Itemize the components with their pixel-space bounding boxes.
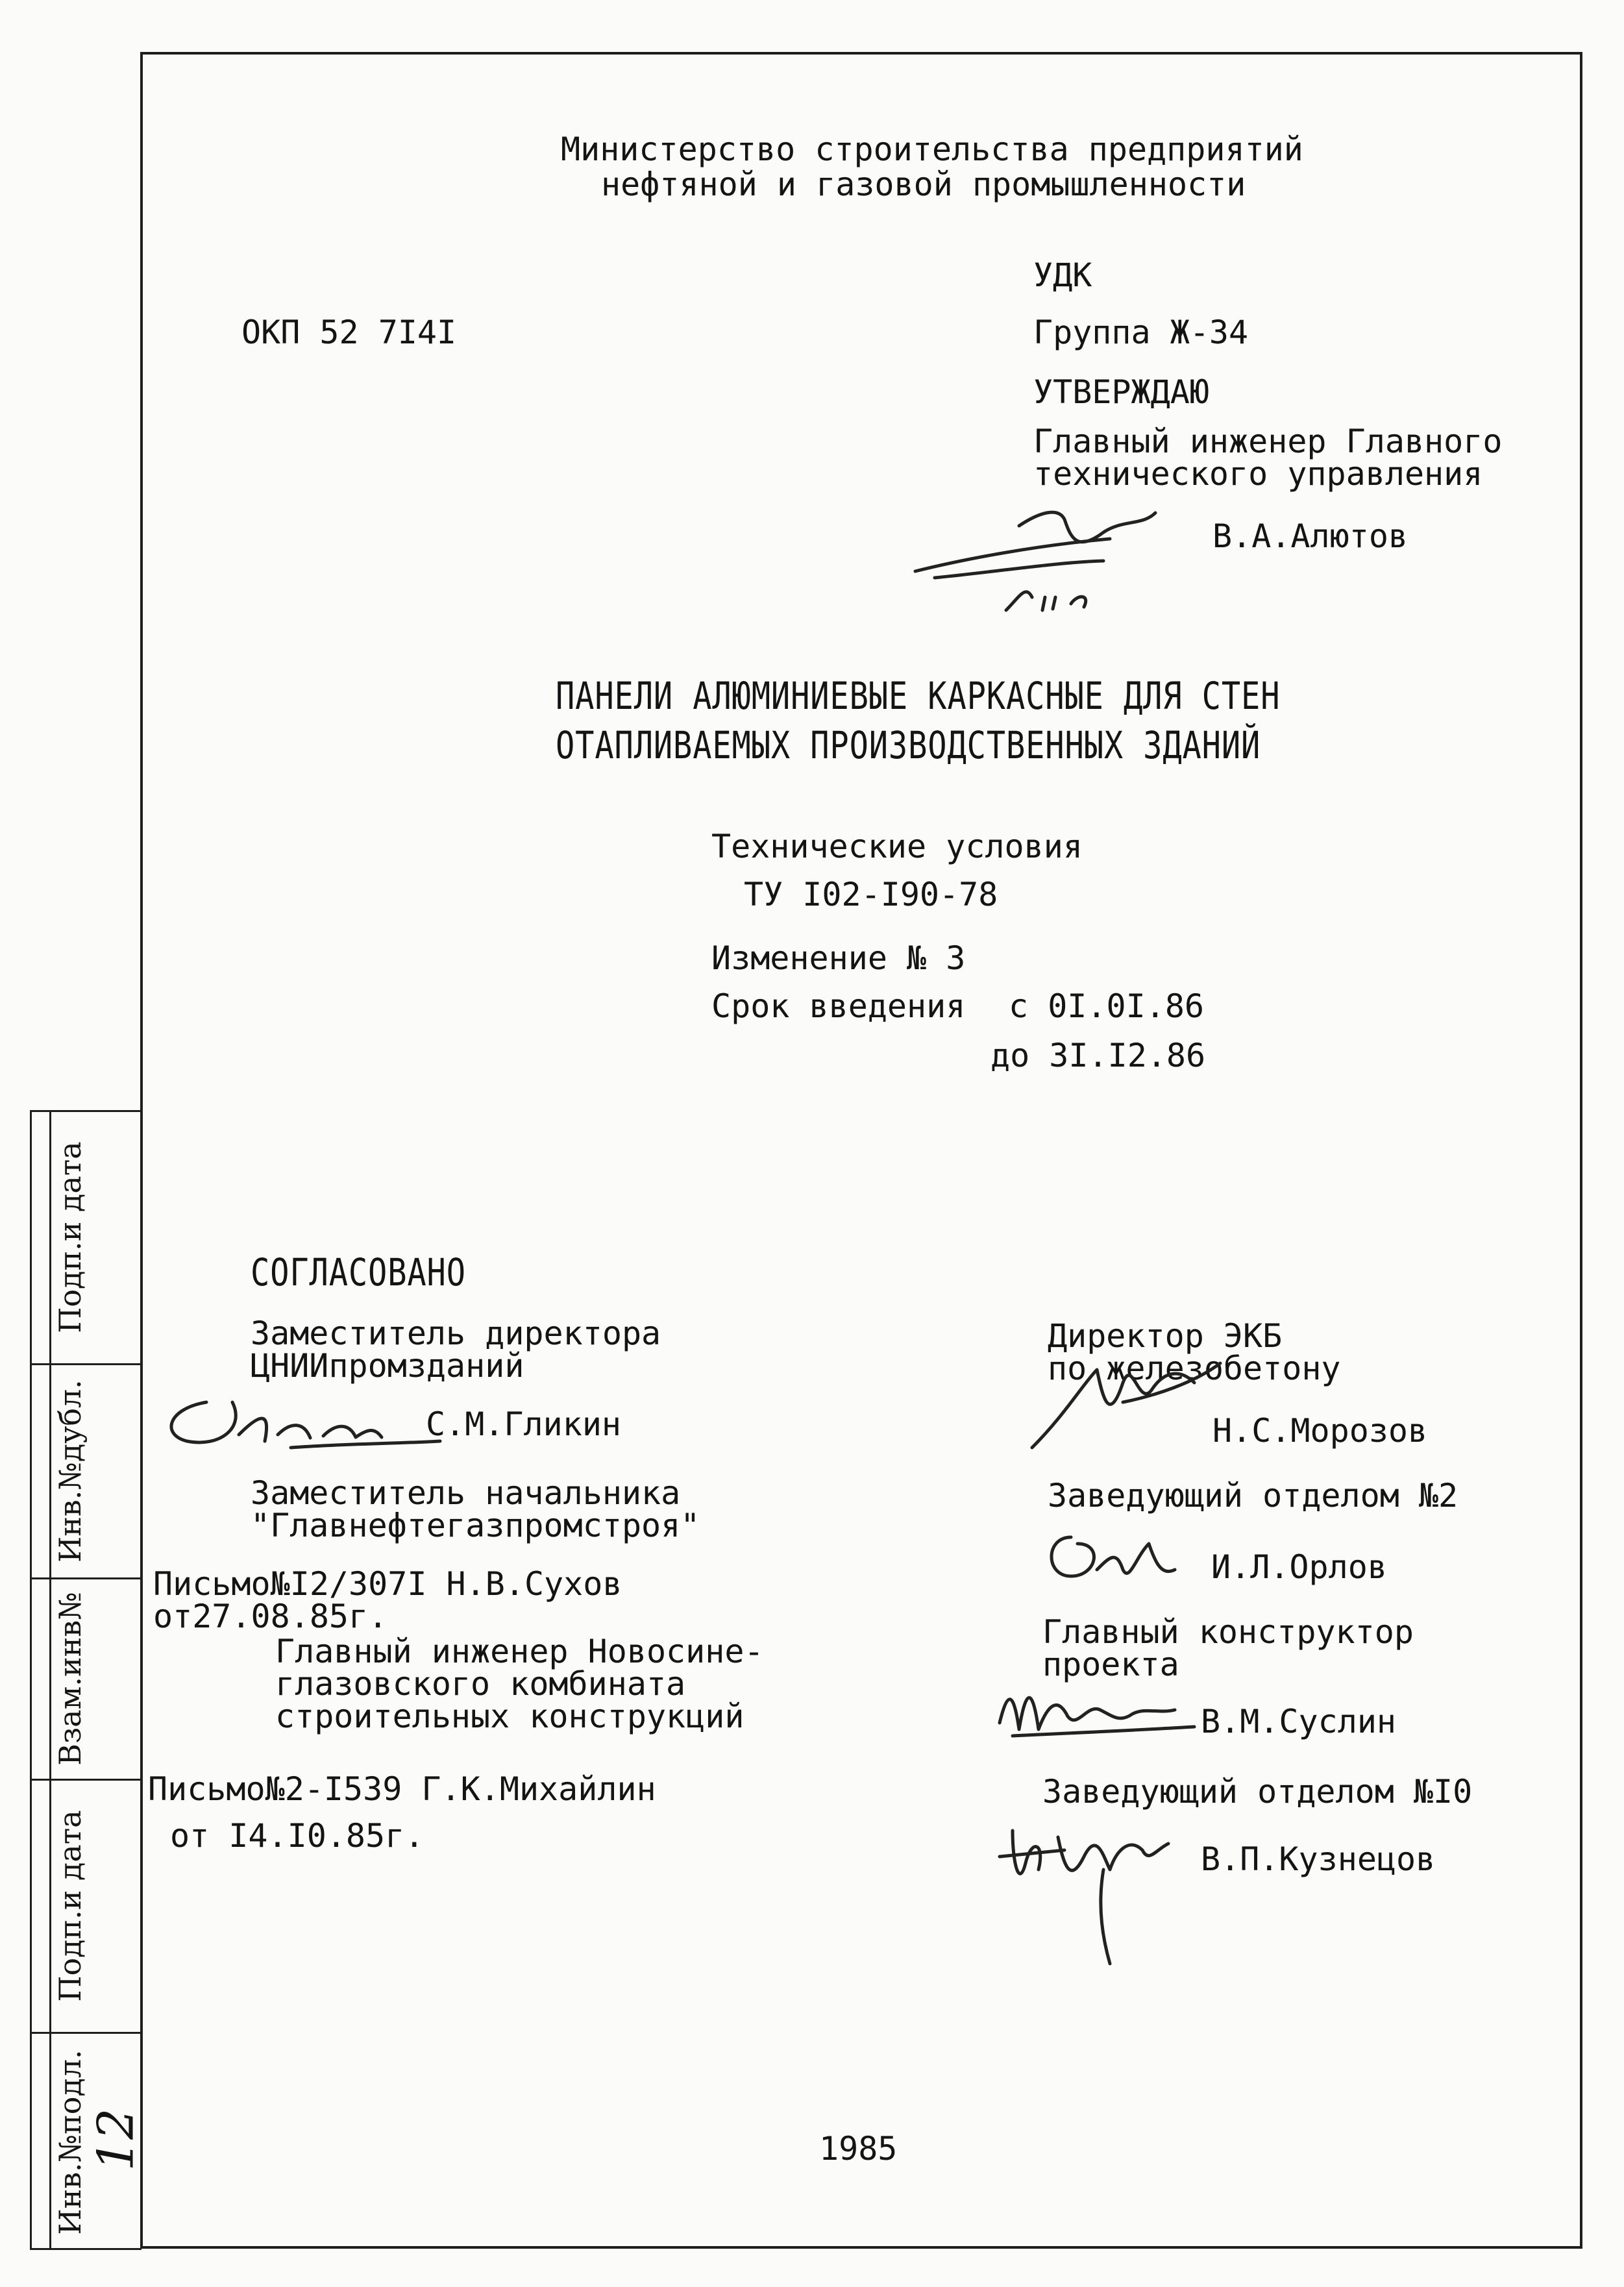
approval-signature bbox=[909, 500, 1181, 610]
chief-engineer-3: строительных конструкций bbox=[275, 1698, 744, 1735]
signature-glikin bbox=[161, 1389, 447, 1461]
letter-2-line-1: Письмо№2-I539 Г.К.Михайлин bbox=[148, 1770, 656, 1808]
group-code: Группа Ж-34 bbox=[1033, 314, 1249, 351]
letter-2-line-2: от I4.I0.85г. bbox=[170, 1817, 424, 1855]
head-dept-2: Заведующий отделом №2 bbox=[1048, 1477, 1458, 1514]
ministry-line-1: Министерство строительства предприятий bbox=[561, 130, 1303, 168]
approval-position-2: технического управления bbox=[1033, 455, 1483, 493]
deputy-director-name: С.М.Гликин bbox=[426, 1405, 622, 1443]
director-name: Н.С.Морозов bbox=[1212, 1412, 1428, 1450]
letter-1-line-2: от27.08.85г. bbox=[153, 1598, 388, 1635]
chief-engineer-1: Главный инженер Новосине- bbox=[275, 1633, 764, 1670]
deputy-director-1: Заместитель директора bbox=[251, 1315, 661, 1352]
udk-label: УДК bbox=[1033, 256, 1092, 294]
chief-designer-2: проекта bbox=[1042, 1646, 1179, 1683]
deputy-director-2: ЦНИИпромзданий bbox=[251, 1347, 524, 1385]
chief-designer-name: В.М.Суслин bbox=[1201, 1703, 1397, 1740]
deputy-head-2: "Главнефтегазпромстроя" bbox=[251, 1507, 700, 1544]
side-label-vzam-inv: Взам.инв№ bbox=[53, 1592, 88, 1766]
okp-code: ОКП 52 7I4I bbox=[241, 314, 457, 351]
agreed-heading: СОГЛАСОВАНО bbox=[251, 1250, 466, 1294]
side-stamp-row-divider bbox=[30, 1779, 141, 1781]
spec-term-label: Срок введения bbox=[711, 987, 966, 1025]
approval-heading: УТВЕРЖДАЮ bbox=[1033, 373, 1209, 411]
director-line-2: по железобетону bbox=[1048, 1350, 1341, 1387]
head-dept-2-name: И.Л.Орлов bbox=[1211, 1548, 1387, 1586]
inventory-number: 12 bbox=[86, 2108, 145, 2171]
side-stamp-divider bbox=[49, 1110, 51, 2250]
approval-position-1: Главный инженер Главного bbox=[1033, 423, 1503, 460]
document-year: 1985 bbox=[819, 2130, 898, 2168]
side-label-inv-podl: Инв.№подл. bbox=[53, 2049, 88, 2235]
signature-suslin bbox=[987, 1671, 1207, 1749]
deputy-head-1: Заместитель начальника bbox=[251, 1474, 681, 1512]
document-title-2: ОТАПЛИВАЕМЫХ ПРОИЗВОДСТВЕННЫХ ЗДАНИЙ bbox=[556, 723, 1261, 767]
document-title-1: ПАНЕЛИ АЛЮМИНИЕВЫЕ КАРКАСНЫЕ ДЛЯ СТЕН bbox=[556, 674, 1281, 718]
signature-orlov bbox=[1039, 1518, 1181, 1596]
head-dept-10-name: В.П.Кузнецов bbox=[1201, 1840, 1436, 1878]
page-frame bbox=[140, 52, 1582, 2249]
ministry-line-2: нефтяной и газовой промышленности bbox=[601, 166, 1246, 203]
spec-term-to: до 3I.I2.86 bbox=[990, 1037, 1206, 1074]
chief-engineer-2: глазовского комбината bbox=[275, 1665, 686, 1703]
spec-change: Изменение № 3 bbox=[711, 939, 966, 977]
side-stamp-row-divider bbox=[30, 2032, 141, 2034]
spec-code: ТУ I02-I90-78 bbox=[744, 876, 998, 913]
side-stamp-row-divider bbox=[30, 1577, 141, 1579]
chief-designer-1: Главный конструктор bbox=[1042, 1613, 1414, 1651]
approval-name: В.А.Алютов bbox=[1212, 517, 1409, 555]
spec-term-from: с 0I.0I.86 bbox=[1009, 987, 1205, 1025]
letter-1-line-1: Письмо№I2/307I Н.В.Сухов bbox=[153, 1565, 622, 1603]
head-dept-10: Заведующий отделом №I0 bbox=[1042, 1773, 1473, 1811]
side-label-podp-data: Подп.и дата bbox=[53, 1810, 88, 2002]
side-label-podp-data-2: Подп.и дата bbox=[53, 1141, 88, 1333]
side-label-inv-dubl: Инв.№дубл. bbox=[53, 1379, 88, 1563]
director-line-1: Директор ЭКБ bbox=[1048, 1317, 1283, 1355]
side-stamp-row-divider bbox=[30, 1363, 141, 1365]
spec-kind: Технические условия bbox=[711, 828, 1083, 865]
signature-kuznetsov bbox=[987, 1811, 1207, 1967]
